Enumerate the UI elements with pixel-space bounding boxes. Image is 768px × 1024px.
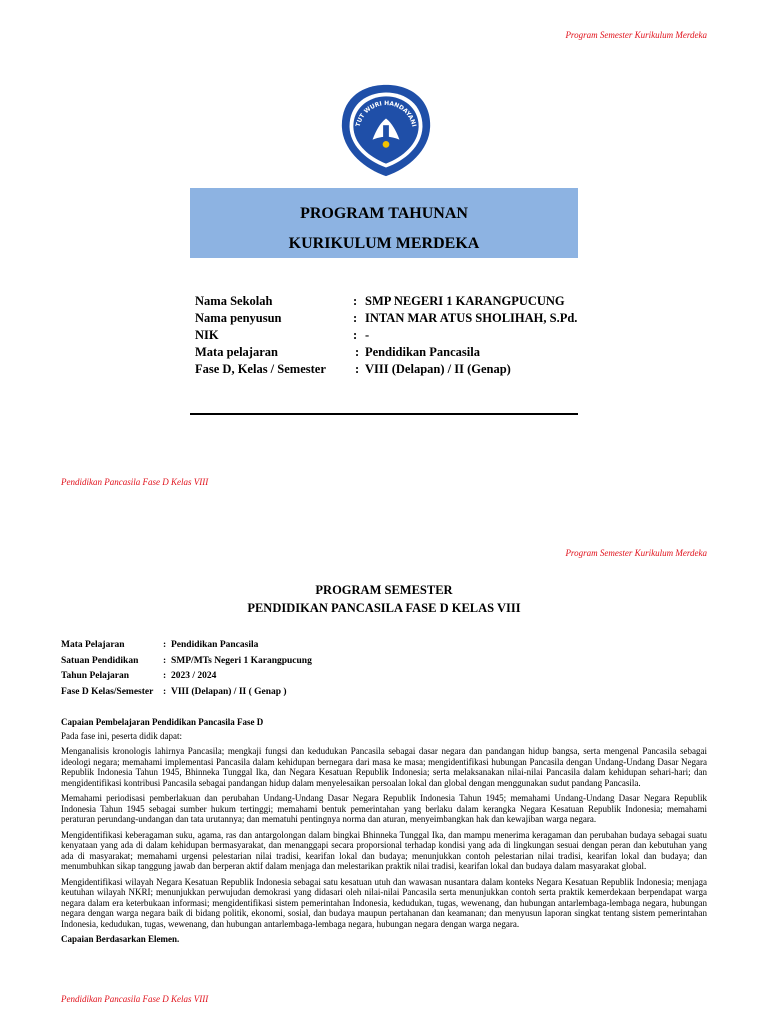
elemen-heading: Capaian Berdasarkan Elemen. bbox=[61, 934, 180, 944]
info-value: SMP NEGERI 1 KARANGPUCUNG bbox=[365, 294, 565, 308]
document-title: PROGRAM TAHUNAN bbox=[300, 205, 468, 222]
info-value: - bbox=[365, 328, 370, 342]
info-colon: : bbox=[163, 686, 167, 697]
info-value: Pendidikan Pancasila bbox=[365, 345, 480, 359]
info-label: Satuan Pendidikan bbox=[61, 655, 139, 666]
info-value: VIII (Delapan) / II ( Genap ) bbox=[171, 686, 287, 697]
info-value: Pendidikan Pancasila bbox=[171, 640, 259, 650]
info-label: Fase D, Kelas / Semester bbox=[195, 362, 326, 376]
info-colon: : bbox=[353, 294, 358, 308]
info-colon: : bbox=[163, 640, 167, 650]
page-1-header-note: Program Semester Kurikulum Merdeka bbox=[565, 30, 707, 40]
capaian-heading: Capaian Pembelajaran Pendidikan Pancasila Fase D bbox=[61, 717, 264, 727]
tut-wuri-handayani-logo bbox=[338, 82, 434, 178]
info-value: 2023 / 2024 bbox=[171, 671, 217, 681]
info-colon: : bbox=[163, 671, 167, 681]
info-value: SMP/MTs Negeri 1 Karangpucung bbox=[171, 655, 312, 666]
info-label: Mata Pelajaran bbox=[61, 640, 125, 650]
horizontal-divider bbox=[190, 413, 578, 415]
title-box bbox=[190, 188, 578, 258]
info-label: Mata pelajaran bbox=[195, 345, 278, 359]
info-value: VIII (Delapan) / II (Genap) bbox=[365, 362, 511, 376]
info-colon: : bbox=[355, 345, 360, 359]
info-colon: : bbox=[355, 362, 360, 376]
info-colon: : bbox=[163, 655, 167, 666]
body-paragraph: Memahami periodisasi pemberlakuan dan perubahan Undang-Undang Dasar Negara Republik Indonesia Tahun 1945; memahami Undang-Undang Dasar Negara Republik Indonesia Tahun 1945 sebagai sumber hukum tertinggi; memahami bentuk pemerintahan yang berlaku dalam kerangka Negara Kesatuan Republik Indonesia; memahami peraturan perundang-undangan dan tata urutannya; dan mematuhi pentingnya norma dan aturan, menyeimbangkan hak dan kewajiban warga negara. bbox=[61, 793, 707, 824]
info-value: INTAN MAR ATUS SHOLIHAH, S.Pd. bbox=[365, 311, 578, 325]
intro-paragraph: Pada fase ini, peserta didik dapat: bbox=[61, 730, 182, 741]
program-semester-title: PROGRAM SEMESTER bbox=[315, 583, 453, 597]
svg-text:TUT WURI HANDAYANI: TUT WURI HANDAYANI bbox=[354, 99, 418, 128]
info-colon: : bbox=[353, 311, 358, 325]
page-2-header-note: Program Semester Kurikulum Merdeka bbox=[565, 548, 707, 558]
document-subtitle: KURIKULUM MERDEKA bbox=[288, 235, 480, 252]
info-colon: : bbox=[353, 328, 358, 342]
page-2-footer-note: Pendidikan Pancasila Fase D Kelas VIII bbox=[61, 994, 209, 1004]
info-label: NIK bbox=[195, 328, 219, 342]
info-label: Nama penyusun bbox=[195, 311, 282, 325]
body-paragraph: Menganalisis kronologis lahirnya Pancasila; mengkaji fungsi dan kedudukan Pancasila sebagai dasar negara dan pandangan hidup bangsa, serta mengenal Pancasila sebagai ideologi negara; memahami implementasi Pancasila dalam kehidupan bernegara dari masa ke masa; mengidentifikasi hubungan Pancasila dengan Undang-Undang Dasar Negara Republik Indonesia Tahun 1945, Bhinneka Tunggal Ika, dan Negara Kesatuan Republik Indonesia; serta melaksanakan nilai-nilai Pancasila dalam kehidupan sehari-hari; dan mengidentifikasi kontribusi Pancasila sebagai pandangan hidup dalam menyelesaikan persoalan lokal dan global dengan menggunakan sudut pandang Pancasila. bbox=[61, 746, 707, 788]
program-semester-subtitle: PENDIDIKAN PANCASILA FASE D KELAS VIII bbox=[247, 601, 521, 615]
info-label: Fase D Kelas/Semester bbox=[61, 686, 154, 697]
info-label: Nama Sekolah bbox=[195, 294, 273, 308]
page-1-footer-note: Pendidikan Pancasila Fase D Kelas VIII bbox=[61, 477, 209, 487]
body-paragraph: Mengidentifikasi keberagaman suku, agama, ras dan antargolongan dalam bingkai Bhinneka Tunggal Ika, dan mampu menerima keragaman dan perubahan budaya sebagai suatu kenyataan yang ada di dalam kehidupan bermasyarakat, dan menanggapi secara proporsional terhadap kondisi yang ada di lingkungan sesuai dengan peran dan kebutuhan yang ada di masyarakat; memahami urgensi pelestarian nilai tradisi, kearifan lokal dan budaya; menunjukkan contoh pelestarian nilai tradisi, kearifan lokal dan budaya; dan menumbuhkan sikap tanggung jawab dan berperan aktif dalam menjaga dan melestarikan praktik nilai tradisi, kearifan lokal dan budaya dalam masyarakat global. bbox=[61, 829, 707, 871]
info-label: Tahun Pelajaran bbox=[61, 671, 130, 681]
capaian-pembelajaran-section bbox=[61, 717, 707, 945]
body-paragraph: Mengidentifikasi wilayah Negara Kesatuan Republik Indonesia sebagai satu kesatuan utuh dan wawasan nusantara dalam konteks Negara Kesatuan Republik Indonesia; menjaga keutuhan wilayah NKRI; menunjukkan perwujudan demokrasi yang didasari oleh nilai-nilai Pancasila serta menunjukkan contoh serta praktik kemerdekaan berpendapat warga negara dalam era keterbukaan informasi; mengidentifikasi sistem pemerintahan Indonesia, kedudukan, tugas, wewenang, dan hubungan antarlembaga-lembaga negara, hubungan negara dengan warga negara baik di bidang politik, ekonomi, sosial, dan budaya maupun pertahanan dan keamanan; dan menyusun laporan singkat tentang sistem pemerintahan Indonesia, kedudukan, tugas, wewenang, dan hubungan antarlembaga-lembaga negara, hubungan negara dengan warga negara. bbox=[61, 876, 707, 929]
